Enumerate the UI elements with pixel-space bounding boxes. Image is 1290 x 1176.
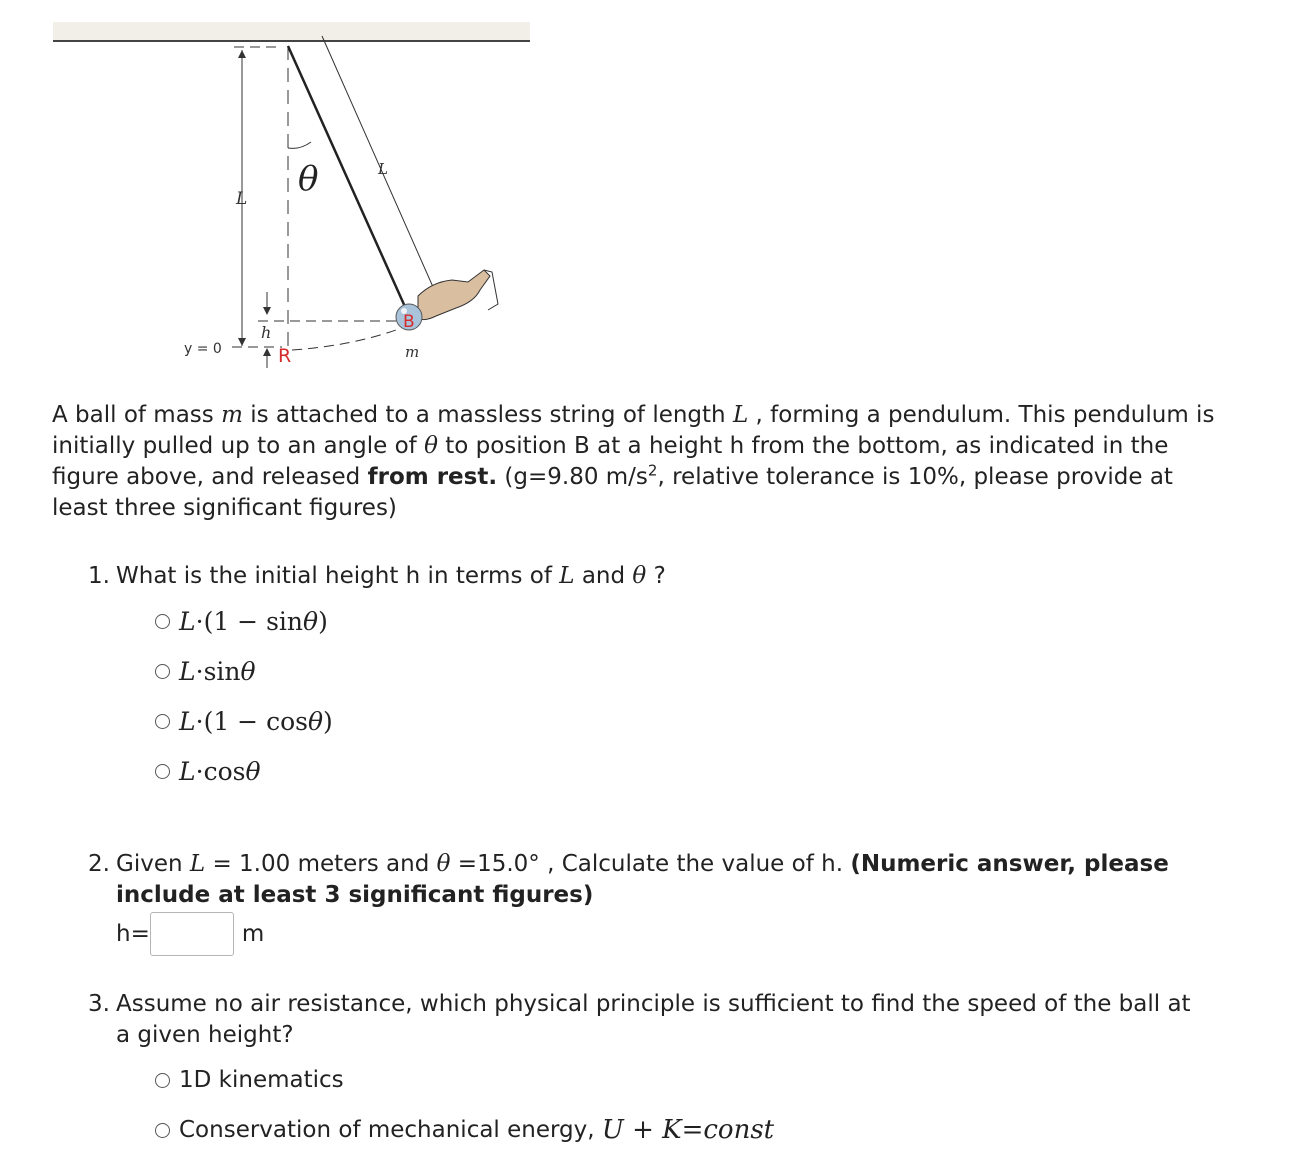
height-arrow-top	[263, 307, 271, 315]
option-theta: θ	[240, 657, 256, 686]
option-func: (1 − sin	[203, 607, 303, 636]
option-math: U + K	[601, 1115, 682, 1145]
option-dot: ·	[195, 757, 204, 786]
question-3-text: Assume no air resistance, which physical principle is sufficient to find the speed of the ball at a given height?	[116, 991, 1191, 1048]
question-2	[88, 849, 1208, 911]
option-theta: θ	[245, 757, 261, 786]
label-B: B	[403, 312, 415, 332]
intro-bold: from rest.	[367, 464, 498, 490]
height-arrow-bottom	[263, 348, 271, 356]
question-2-body	[116, 849, 1208, 911]
q1-option-1[interactable]	[155, 607, 328, 636]
question-1-L: L	[559, 563, 575, 589]
pendulum-figure	[0, 0, 600, 390]
swing-arc	[292, 330, 396, 350]
question-2-text-2: = 1.00 meters and	[205, 851, 437, 877]
question-2-text-1: Given	[116, 851, 190, 877]
question-1-text-2: and	[574, 563, 633, 589]
label-R: R	[278, 345, 292, 367]
ceiling-shading	[53, 22, 530, 40]
option-label: Conservation of mechanical energy,	[179, 1117, 595, 1143]
intro-text-3: , forming a pendulum. This pendulum is initially pulled up to an angle of	[52, 402, 1215, 459]
option-dot: ·	[195, 607, 204, 636]
radio-button[interactable]	[155, 664, 170, 679]
intro-text-5: (g=9.80 m/s	[497, 464, 648, 490]
option-func: cos	[203, 757, 246, 786]
option-const: const	[703, 1115, 775, 1145]
option-L: L	[179, 657, 196, 686]
problem-paragraph	[52, 400, 1232, 524]
question-2-number: 2.	[88, 851, 110, 877]
angle-arc	[288, 142, 311, 148]
q1-option-2[interactable]	[155, 657, 256, 686]
option-L: L	[179, 607, 196, 636]
label-m: m	[405, 343, 420, 361]
left-dimension-arrow-bottom	[238, 338, 246, 346]
option-label: 1D kinematics	[179, 1067, 344, 1093]
question-2-theta: θ	[436, 851, 451, 877]
option-theta: θ	[307, 707, 324, 736]
q1-option-4[interactable]	[155, 757, 261, 786]
question-1-theta: θ	[632, 563, 647, 589]
question-3	[88, 989, 1208, 1051]
left-dimension-arrow-top	[238, 50, 246, 58]
option-func: sin	[203, 657, 241, 686]
intro-L: L	[732, 402, 749, 428]
label-y0: y = 0	[184, 341, 222, 357]
radio-button[interactable]	[155, 1123, 170, 1138]
intro-text-2: is attached to a massless string of length	[242, 402, 733, 428]
question-2-text-3: =15.0° , Calculate the value of h.	[450, 851, 851, 877]
option-paren: )	[318, 607, 328, 636]
question-1	[88, 561, 1208, 592]
question-3-number: 3.	[88, 991, 110, 1017]
option-dot: ·	[195, 657, 204, 686]
h-answer-input[interactable]	[150, 912, 234, 956]
radio-button[interactable]	[155, 614, 170, 629]
intro-text-4: to position B at a height h from the bottom, as indicated in the figure above, and released	[52, 433, 1169, 490]
unit-label: m	[241, 921, 265, 947]
radio-button[interactable]	[155, 764, 170, 779]
intro-text-6: , relative tolerance is 10%, please provide at least three significant figures)	[52, 464, 1173, 521]
option-L: L	[179, 707, 196, 736]
question-2-L: L	[189, 851, 206, 877]
q3-option-2[interactable]	[155, 1115, 774, 1145]
option-theta: θ	[303, 607, 319, 636]
radio-button[interactable]	[155, 714, 170, 729]
question-1-text-1: What is the initial height h in terms of	[116, 563, 560, 589]
problem-statement	[52, 400, 1232, 524]
intro-theta: θ	[424, 433, 438, 459]
question-2-bold: (Numeric answer, please include at least 3 significant figures)	[116, 851, 1169, 908]
label-theta: θ	[298, 159, 319, 199]
option-L: L	[179, 757, 196, 786]
answer-row	[116, 912, 264, 956]
h-label: h=	[116, 921, 150, 947]
q3-option-1[interactable]	[155, 1067, 344, 1093]
radio-button[interactable]	[155, 1073, 170, 1088]
option-dot: ·	[195, 707, 204, 736]
question-1-number: 1.	[88, 563, 110, 589]
question-1-text-3: ?	[646, 563, 666, 589]
option-paren: )	[323, 707, 333, 736]
intro-sup: 2	[647, 461, 658, 480]
label-L-left: L	[236, 189, 248, 209]
label-h: h	[261, 323, 272, 342]
q1-option-3[interactable]	[155, 707, 333, 736]
intro-text-1: A ball of mass	[52, 402, 222, 428]
option-equals: =	[681, 1115, 704, 1145]
intro-m: m	[221, 402, 243, 428]
label-L-string: L	[378, 160, 388, 178]
option-func: (1 − cos	[203, 707, 308, 736]
